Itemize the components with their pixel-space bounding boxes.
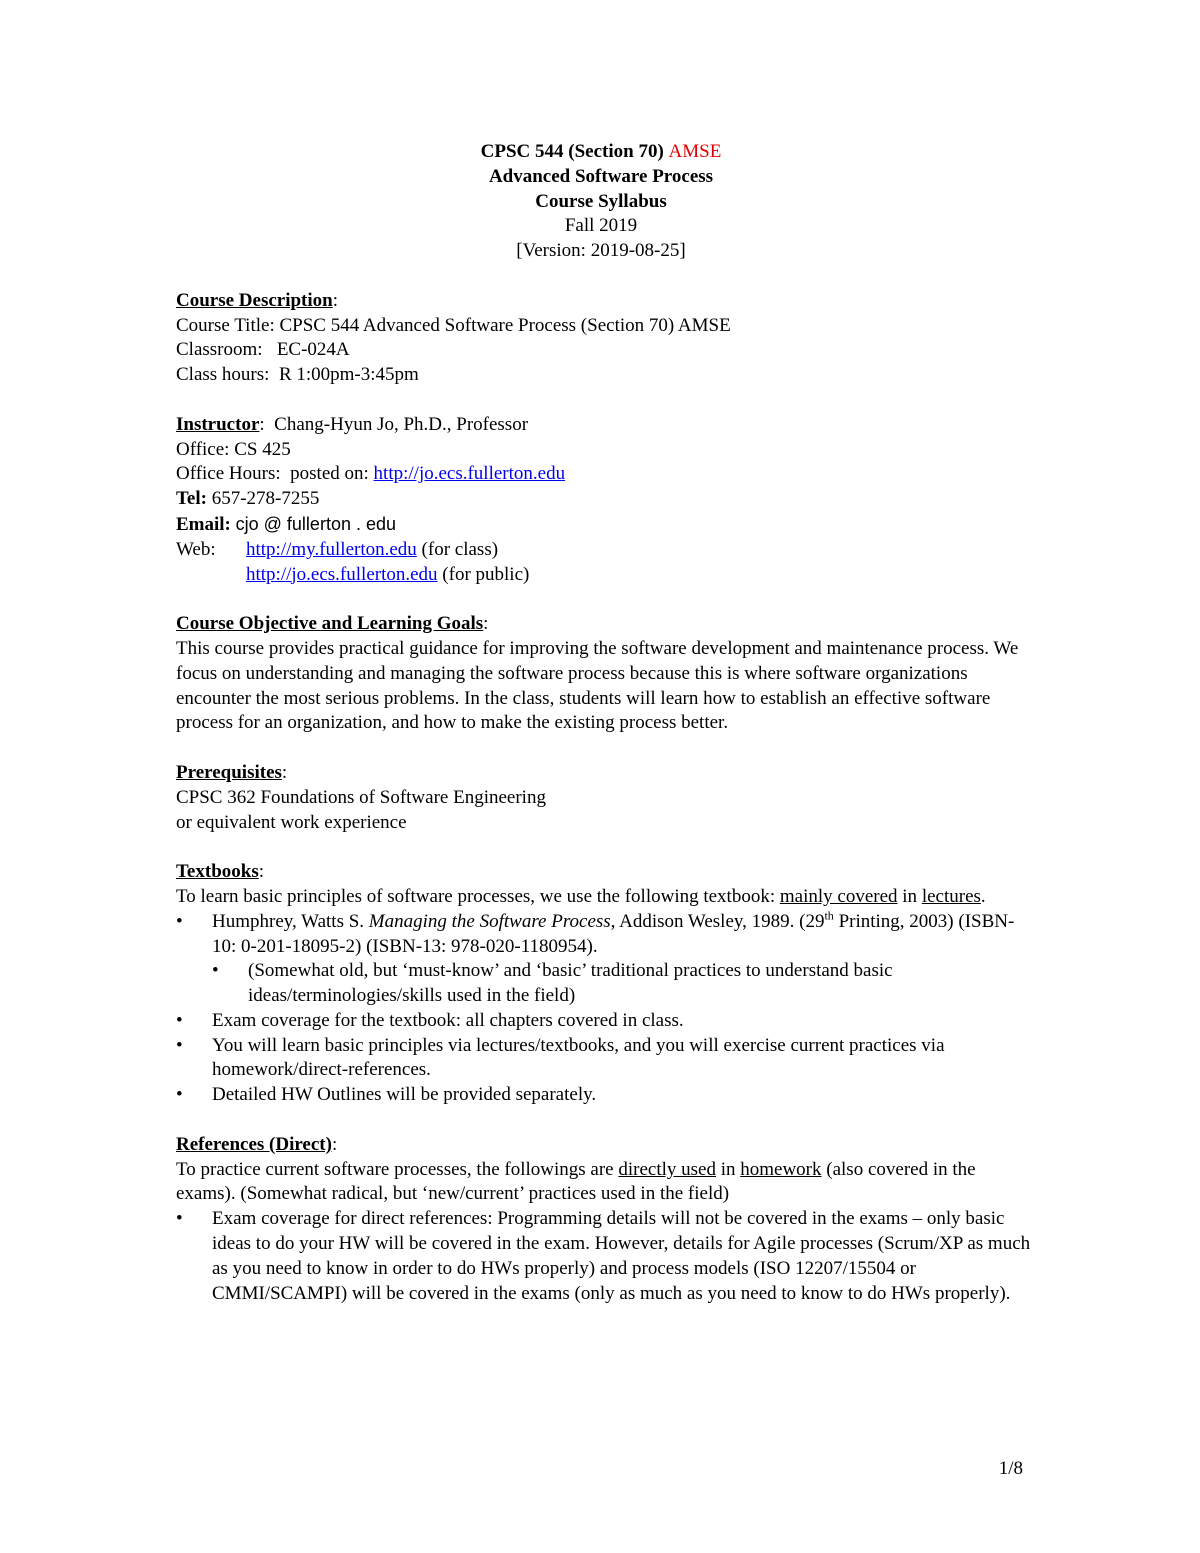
objective-heading: Course Objective and Learning Goals [176, 613, 484, 635]
web-link-class[interactable]: http://my.fullerton.edu [246, 538, 417, 560]
syllabus-page [176, 140, 1036, 1306]
office-hours-line [176, 462, 1036, 487]
objective-text: This course provides practical guidance for improving the software development and maintenance process. We focus on understanding and managing the software process because this is where software organizations encounter the most serious problems. In the class, students will learn how to establish an effective software process for an organization, and how to make the existing process better. [176, 637, 1019, 734]
references-section: References (Direct): To practice current software processes, the followings are directly used in homework (also covered in the exams). (Somewhat radical, but ‘new/current’ practices used in the field) • Exam coverage for direct references: Programming details will not be covered in the exams – only basic ideas to do your HW will be covered in the exam. However, details for Agile processes (Scrum/XP as much as you need to know in order to do HWs properly) and process models (ISO 12207/15504 or CMMI/SCAMPI) will be covered in the exams (only as much as you need to know to do HWs properly). [176, 1133, 1036, 1307]
tel-label: Tel: [176, 488, 207, 510]
instructor-name: Chang-Hyun Jo, Ph.D., Professor [274, 413, 529, 435]
instructor-section: Instructor: Chang-Hyun Jo, Ph.D., Professor Office: CS 425 Office Hours: posted on: http://jo.ecs.fullerton.edu Tel: 657-278-7255 Email: cjo @ fullerton . edu Web: http://my.fullerton.edu (for class) http://jo.ecs.fullerton.edu (for public) [176, 413, 1036, 588]
list-item [176, 1034, 1036, 1084]
tel-value: 657-278-7255 [211, 488, 320, 510]
course-title-text: CPSC 544 (Section 70) [480, 141, 669, 162]
course-description-heading: Course Description [176, 289, 333, 311]
course-title-line: Course Title: CPSC 544 Advanced Software Process (Section 70) AMSE [176, 314, 731, 336]
textbooks-intro: To learn basic principles of software processes, we use the following textbook: mainly covered in lectures. [176, 885, 986, 907]
term: Fall 2019 [564, 215, 638, 237]
list-item [176, 1207, 1036, 1306]
class-hours-value: R 1:00pm-3:45pm [278, 364, 419, 386]
classroom-value: EC-024A [276, 339, 350, 361]
list-item [176, 1083, 1036, 1108]
textbook-citation: Humphrey, Watts S. Managing the Software Process, Addison Wesley, 1989. (29th Printing, 2003) (ISBN-10: 0-201-18095-2) (ISBN-13: 978-020-1180954). [212, 908, 1015, 957]
prerequisite-alternative: or equivalent work experience [176, 811, 407, 833]
list-item-text: You will learn basic principles via lectures/textbooks, and you will exercise current practices via homework/direct-references. [212, 1034, 945, 1081]
course-description-section: Course Description: Course Title: CPSC 544 Advanced Software Process (Section 70) AMSE Classroom: EC-024A Class hours: R 1:00pm-3:45pm [176, 289, 1036, 388]
course-program-accent: AMSE [668, 141, 722, 162]
prerequisites-heading: Prerequisites [176, 761, 282, 783]
course-subtitle: Advanced Software Process [488, 165, 714, 187]
list-item-text: Exam coverage for direct references: Programming details will not be covered in the exams – only basic ideas to do your HW will be covered in the exam. However, details for Agile processes (Scrum/XP as much as you need to know in order to do HWs properly) and process models (ISO 12207/15504 or CMMI/SCAMPI) will be covered in the exams (only as much as you need to know to do HWs properly). [212, 1208, 1031, 1304]
office-value: CS 425 [234, 438, 291, 460]
textbooks-heading: Textbooks [176, 861, 259, 883]
office-hours-text: posted on: [290, 463, 369, 485]
references-heading: References (Direct) [176, 1133, 332, 1155]
bullet-icon [212, 959, 248, 984]
tel-line [176, 487, 1036, 512]
list-item [176, 910, 1036, 1009]
textbook-note: (Somewhat old, but ‘must-know’ and ‘basic’ traditional practices to understand basic ideas/terminologies/skills used in the field) [248, 960, 893, 1007]
email-value: cjo @ fullerton . edu [235, 513, 396, 534]
office-line [176, 438, 1036, 463]
page-number: 1/8 [998, 1458, 1023, 1479]
prerequisite-course: CPSC 362 Foundations of Software Engineering [176, 786, 546, 808]
textbooks-section: Textbooks: To learn basic principles of software processes, we use the following textbook: mainly covered in lectures. • Humphrey, Watts S. Managing the Software Process, Addison Wesley, 1989. (29th Printing, 2003) (ISBN-10: 0-201-18095-2) (ISBN-13: 978-020-1180954). • (Somewhat old, but ‘must-know’ and ‘basic’ traditional practices to understand basic ideas/terminologies/skills used in the field) • Exam coverage for the textbook: all chapters covered in class. • You will learn basic principles via lectures/textbooks, and you will exercise current practices via homework/direct-references. • Detailed HW Outlines will be provided separately. [176, 860, 1036, 1108]
web-label: Web: [176, 538, 216, 560]
web-note-class: (for class) [421, 538, 499, 560]
class-hours-line [176, 363, 1036, 388]
class-hours-label: Class hours: [176, 364, 270, 386]
web-line-1 [176, 538, 1036, 563]
version: [Version: 2019-08-25] [516, 240, 686, 262]
list-item [176, 1009, 1036, 1034]
references-intro: To practice current software processes, the followings are directly used in homework (also covered in the exams). (Somewhat radical, but ‘new/current’ practices used in the field) [176, 1158, 976, 1205]
classroom-line [176, 338, 1036, 363]
list-item [212, 959, 1036, 1009]
office-label: Office: [176, 438, 230, 460]
list-item-text: Detailed HW Outlines will be provided separately. [212, 1084, 597, 1106]
textbook-sublist [212, 959, 1036, 1009]
bullet-icon [176, 1083, 212, 1108]
web-link-public[interactable]: http://jo.ecs.fullerton.edu [246, 563, 438, 585]
email-label: Email: [176, 513, 231, 535]
bullet-icon [176, 1207, 212, 1232]
bullet-icon [176, 1009, 212, 1034]
web-line-2 [176, 563, 1036, 588]
textbooks-list [176, 910, 1036, 1108]
course-title [176, 140, 1026, 165]
document-header [176, 140, 1026, 264]
web-note-public: (for public) [442, 563, 530, 585]
list-item-text: Exam coverage for the textbook: all chapters covered in class. [212, 1009, 684, 1031]
bullet-icon [176, 1034, 212, 1059]
office-hours-link[interactable]: http://jo.ecs.fullerton.edu [373, 463, 566, 485]
references-list [176, 1207, 1036, 1306]
office-hours-label: Office Hours: [176, 463, 281, 485]
email-line [176, 512, 1036, 538]
objective-section: Course Objective and Learning Goals: This course provides practical guidance for improving the software development and maintenance process. We focus on understanding and managing the software process because this is where software organizations encounter the most serious problems. In the class, students will learn how to establish an effective software process for an organization, and how to make the existing process better. [176, 612, 1036, 736]
prerequisites-section: Prerequisites: CPSC 362 Foundations of Software Engineering or equivalent work experience [176, 761, 1036, 835]
instructor-heading: Instructor [176, 413, 260, 435]
classroom-label: Classroom: [176, 339, 263, 361]
bullet-icon [176, 910, 212, 935]
document-type: Course Syllabus [535, 190, 667, 212]
